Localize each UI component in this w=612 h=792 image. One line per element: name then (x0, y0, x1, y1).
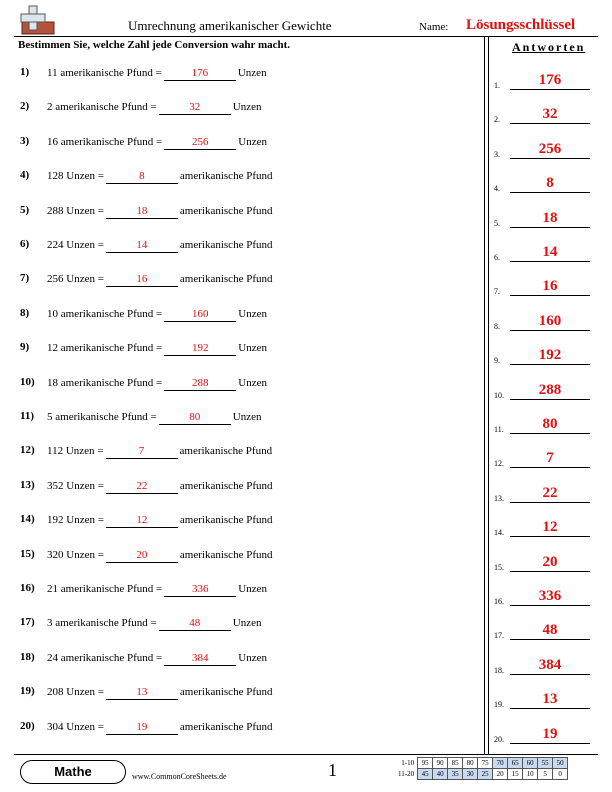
answer-key-value: 7 (510, 449, 590, 468)
question-suffix: Unzen (232, 411, 262, 423)
answer-key-item (494, 655, 594, 677)
answer-key-item (494, 208, 594, 230)
question-suffix: amerikanische Pfund (179, 479, 273, 492)
question-prefix: 208 Unzen = (47, 686, 104, 699)
answer-key-value: 19 (510, 725, 590, 744)
score-cell: 20 (493, 769, 508, 780)
score-cell: 60 (523, 758, 538, 769)
logo-icon (18, 4, 56, 36)
question-text (47, 238, 272, 253)
question-text (47, 410, 261, 425)
answer-key-number: 4. (494, 184, 500, 194)
question-number: 15) (20, 547, 35, 560)
answer-key-number: 15. (494, 562, 504, 572)
score-cell: 95 (418, 758, 433, 769)
worksheet-title: Umrechnung amerikanischer Gewichte (128, 18, 332, 33)
answer-key-number: 18. (494, 665, 504, 675)
question-number: 5) (20, 203, 30, 216)
answer-blank: 336 (164, 582, 236, 597)
answer-key-number: 7. (494, 287, 500, 297)
answer-blank: 19 (106, 720, 178, 735)
answer-key-item (494, 311, 594, 333)
question-prefix: 224 Unzen = (47, 239, 104, 251)
question-suffix: Unzen (238, 651, 267, 664)
question-number: 13) (20, 478, 35, 491)
question-text (47, 341, 267, 356)
question-prefix: 12 amerikanische Pfund = (47, 342, 163, 355)
answer-blank: 20 (106, 548, 178, 563)
answer-key-item (494, 414, 594, 436)
column-divider (488, 36, 489, 754)
question-text (47, 100, 261, 115)
question-suffix: Unzen (232, 617, 262, 630)
answer-blank: 7 (106, 444, 178, 459)
question-text (47, 685, 272, 700)
question-number: 1) (20, 66, 30, 78)
answer-blank: 32 (159, 100, 231, 115)
question-suffix: amerikanische Pfund (179, 204, 273, 217)
answer-key-item (494, 242, 594, 264)
score-cell: 0 (553, 769, 568, 780)
score-cell: 5 (538, 769, 553, 780)
question-suffix: amerikanische Pfund (179, 273, 273, 286)
answer-key-number: 8. (494, 321, 500, 331)
question-prefix: 304 Unzen = (47, 720, 104, 733)
answer-key-value: 48 (510, 621, 590, 640)
answer-key-item (494, 380, 594, 402)
answer-blank: 8 (106, 169, 178, 184)
question-prefix: 2 amerikanische Pfund = (47, 101, 157, 114)
answer-blank: 192 (164, 341, 236, 356)
question-text (47, 582, 267, 597)
answer-key-number: 20. (494, 734, 504, 744)
answer-key-item (494, 552, 594, 574)
question-number: 4) (20, 169, 30, 182)
question-text (47, 513, 272, 528)
question-suffix: Unzen (238, 376, 267, 389)
answer-key-value: 384 (510, 656, 590, 675)
question-suffix: amerikanische Pfund (179, 239, 273, 251)
name-label: Name: (419, 21, 449, 33)
answer-key-item (494, 70, 594, 92)
score-cell: 70 (493, 758, 508, 769)
question-suffix: amerikanische Pfund (179, 686, 273, 699)
answer-key-item (494, 517, 594, 539)
column-divider (484, 36, 485, 754)
answers-heading: Antworten (512, 40, 586, 54)
answer-key-value: 336 (510, 587, 590, 606)
answer-blank: 80 (159, 410, 231, 425)
answer-key-value: 160 (510, 312, 590, 331)
footer-rule (14, 754, 598, 755)
score-table (396, 757, 568, 780)
question-number: 9) (20, 341, 30, 354)
question-number: 12) (20, 444, 35, 457)
question-prefix: 112 Unzen = (47, 445, 104, 458)
question-text (47, 135, 267, 150)
question-suffix: Unzen (238, 342, 267, 355)
question-text (47, 720, 272, 735)
question-suffix: Unzen (238, 135, 267, 148)
answer-key-item (494, 483, 594, 505)
answer-key-number: 9. (494, 356, 500, 366)
question-number: 10) (20, 375, 35, 388)
question-prefix: 192 Unzen = (47, 514, 104, 527)
answer-blank: 48 (159, 616, 231, 631)
score-cell: 30 (463, 769, 478, 780)
question-suffix: Unzen (238, 307, 267, 320)
score-row-label: 1-10 (401, 759, 415, 767)
answer-blank: 160 (164, 307, 236, 322)
question-prefix: 320 Unzen = (47, 548, 104, 561)
answer-key-value: 192 (510, 346, 590, 365)
answer-key-item (494, 104, 594, 126)
score-cell: 85 (448, 758, 463, 769)
answer-blank: 176 (164, 66, 236, 81)
answer-key-value: 20 (510, 553, 590, 572)
question-text (47, 307, 267, 322)
question-prefix: 21 amerikanische Pfund = (47, 583, 163, 595)
question-text (47, 66, 267, 81)
answer-key-number: 3. (494, 149, 500, 159)
answer-key-value: 18 (510, 209, 590, 228)
question-suffix: amerikanische Pfund (179, 720, 273, 733)
score-cell: 90 (433, 758, 448, 769)
question-text (47, 376, 267, 391)
answer-key-value: 12 (510, 518, 590, 537)
brand-badge: Mathe (20, 760, 126, 784)
answer-key-number: 1. (494, 81, 500, 90)
answer-key-item (494, 724, 594, 746)
question-number: 11) (20, 410, 35, 422)
question-prefix: 10 amerikanische Pfund = (47, 307, 163, 320)
answer-blank: 14 (106, 238, 178, 253)
score-cell: 50 (553, 758, 568, 769)
question-number: 2) (20, 100, 30, 113)
question-prefix: 16 amerikanische Pfund = (47, 135, 163, 148)
answer-key-value: 22 (510, 484, 590, 503)
answer-key-value: 16 (510, 277, 590, 296)
question-suffix: Unzen (237, 67, 267, 79)
question-text (47, 169, 272, 184)
question-number: 19) (20, 685, 35, 698)
question-prefix: 24 amerikanische Pfund = (47, 651, 163, 664)
answer-key-number: 19. (494, 700, 504, 710)
answer-key-item (494, 586, 594, 608)
question-suffix: amerikanische Pfund (179, 170, 273, 183)
question-number: 8) (20, 306, 30, 319)
answer-key-value: 32 (510, 105, 590, 124)
question-prefix: 288 Unzen = (47, 204, 104, 217)
answer-key-item (494, 448, 594, 470)
question-text (47, 272, 272, 287)
instruction-text: Bestimmen Sie, welche Zahl jede Conversion wahr macht. (18, 39, 291, 51)
score-cell: 55 (538, 758, 553, 769)
question-text (47, 651, 267, 666)
score-row (396, 758, 568, 769)
answer-key-item (494, 620, 594, 642)
answer-key-value: 8 (510, 174, 590, 193)
answer-key-number: 6. (494, 253, 500, 262)
question-number: 20) (20, 719, 35, 732)
answer-key-number: 17. (494, 631, 504, 641)
question-prefix: 18 amerikanische Pfund = (47, 376, 163, 389)
question-suffix: amerikanische Pfund (179, 548, 273, 561)
question-suffix: Unzen (232, 101, 262, 114)
question-prefix: 256 Unzen = (47, 273, 104, 286)
answer-key-number: 16. (494, 597, 504, 606)
answer-blank: 384 (164, 651, 236, 666)
question-number: 18) (20, 650, 35, 663)
answer-key-value: 14 (510, 243, 590, 262)
answer-blank: 18 (106, 204, 178, 219)
answer-blank: 22 (106, 479, 178, 494)
answer-key-item (494, 276, 594, 298)
score-cell: 40 (433, 769, 448, 780)
answer-key-value: 288 (510, 381, 590, 400)
answer-key-value: 176 (510, 71, 590, 90)
question-prefix: 352 Unzen = (47, 479, 104, 492)
answer-blank: 16 (106, 272, 178, 287)
answer-blank: 12 (106, 513, 178, 528)
score-cell: 25 (478, 769, 493, 780)
answer-key-value: 256 (510, 140, 590, 159)
question-number: 6) (20, 238, 30, 250)
question-text (47, 204, 272, 219)
answer-key-number: 14. (494, 528, 504, 538)
question-suffix: amerikanische Pfund (179, 514, 273, 527)
question-suffix: Unzen (238, 583, 267, 595)
question-suffix: amerikanische Pfund (179, 445, 273, 458)
question-text (47, 444, 272, 459)
question-prefix: 5 amerikanische Pfund = (47, 411, 157, 423)
score-cell: 80 (463, 758, 478, 769)
question-number: 17) (20, 616, 35, 629)
page-number: 1 (328, 760, 337, 780)
answer-key-number: 11. (494, 425, 504, 434)
answer-blank: 256 (164, 135, 236, 150)
score-row-label: 11-20 (398, 770, 415, 778)
question-text (47, 616, 261, 631)
score-cell: 15 (508, 769, 523, 780)
answer-key-number: 13. (494, 493, 504, 503)
answer-blank: 288 (164, 376, 236, 391)
answer-blank: 13 (106, 685, 178, 700)
answer-key-number: 2. (494, 115, 500, 125)
answer-key-item (494, 173, 594, 195)
question-prefix: 3 amerikanische Pfund = (47, 617, 157, 630)
question-number: 3) (20, 134, 30, 147)
answer-key-item (494, 345, 594, 367)
question-text (47, 548, 272, 563)
score-cell: 75 (478, 758, 493, 769)
question-text (47, 479, 272, 494)
score-cell: 45 (418, 769, 433, 780)
question-number: 16) (20, 582, 35, 594)
answer-key-item (494, 689, 594, 711)
score-cell: 10 (523, 769, 538, 780)
score-cell: 65 (508, 758, 523, 769)
answer-key-value: 13 (510, 690, 590, 709)
question-prefix: 11 amerikanische Pfund = (47, 67, 162, 79)
question-number: 7) (20, 272, 30, 285)
answer-key-item (494, 139, 594, 161)
answer-key-value: 80 (510, 415, 590, 434)
answer-key-number: 10. (494, 390, 504, 400)
answer-key-number: 5. (494, 218, 500, 228)
question-prefix: 128 Unzen = (47, 170, 104, 183)
question-number: 14) (20, 513, 35, 526)
header-rule (14, 36, 598, 37)
site-url: www.CommonCoreSheets.de (132, 772, 227, 781)
score-row (396, 769, 568, 780)
name-value: Lösungsschlüssel (466, 17, 576, 33)
answer-key-number: 12. (494, 459, 504, 469)
score-cell: 35 (448, 769, 463, 780)
